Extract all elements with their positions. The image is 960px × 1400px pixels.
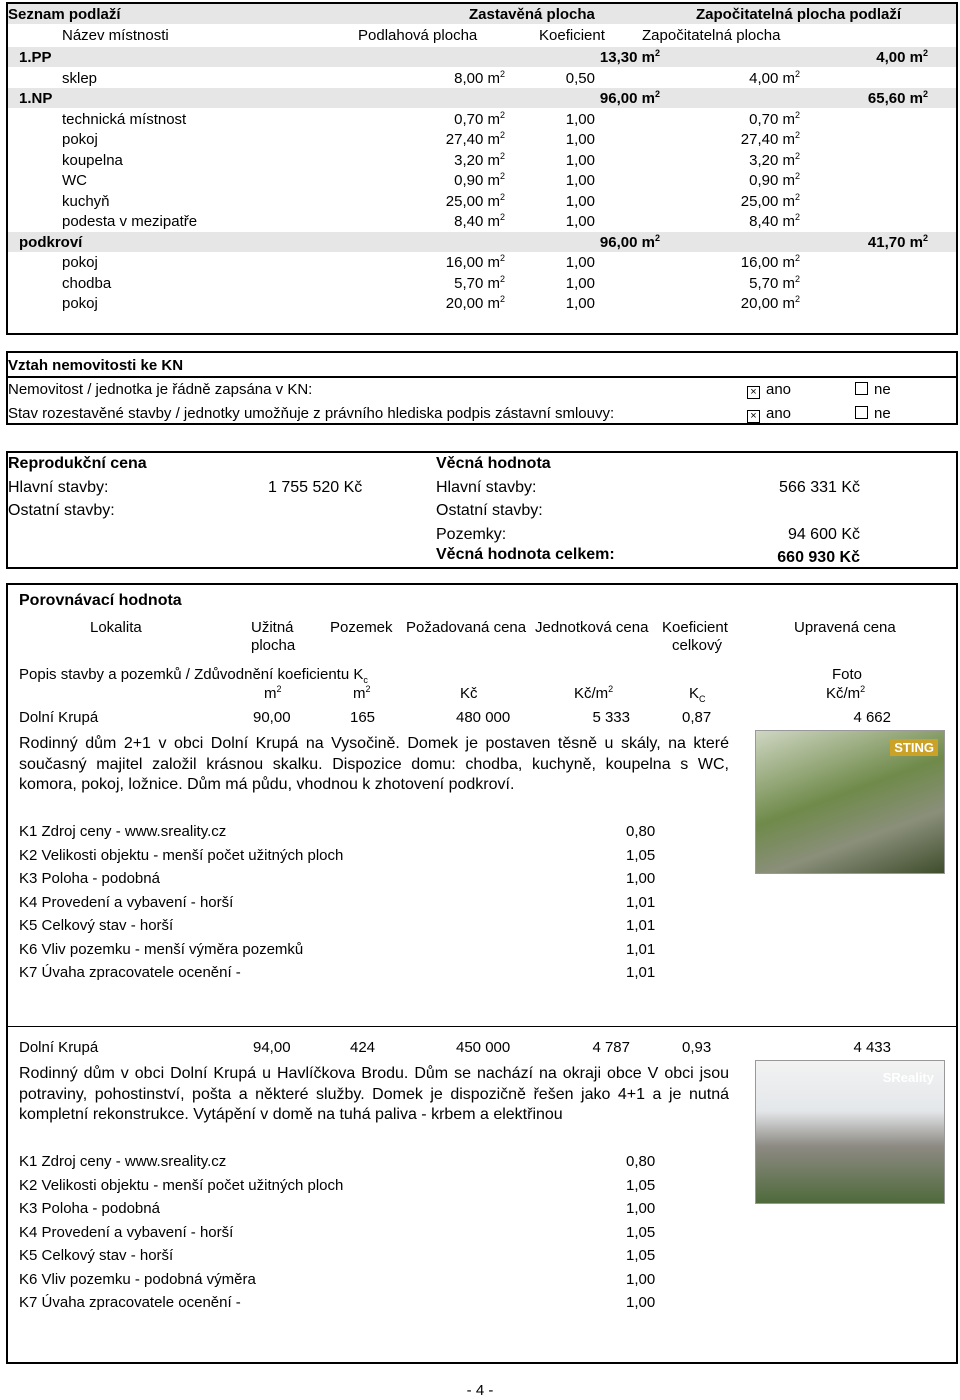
factor-label: K4 Provedení a vybavení - horší bbox=[19, 1223, 234, 1241]
header-lokalita: Lokalita bbox=[90, 619, 142, 636]
comp-jednotkova: 5 333 bbox=[592, 709, 630, 726]
factor-value: 1,00 bbox=[626, 1294, 656, 1311]
room-name: WC bbox=[62, 172, 87, 189]
room-count: 8,40 $m^2$ bbox=[749, 212, 800, 230]
vecna-main-value: 566 331 Kč bbox=[779, 479, 860, 496]
header-uzitna: Užitná bbox=[251, 619, 294, 636]
floor-group-name: 1.PP bbox=[19, 49, 52, 66]
factor-value: 0,80 bbox=[626, 823, 656, 840]
repro-main-label: Hlavní stavby: bbox=[8, 479, 109, 496]
room-name: pokoj bbox=[62, 295, 98, 312]
room-area: 27,40 $m^2$ bbox=[445, 130, 505, 148]
repro-other-label: Ostatní stavby: bbox=[8, 502, 115, 519]
room-count: 4,00 $m^2$ bbox=[749, 68, 800, 87]
factor-value: 1,01 bbox=[626, 917, 656, 934]
room-name: chodba bbox=[62, 274, 112, 292]
vecna-total-value: 660 930 Kč bbox=[777, 549, 860, 566]
comp-koef: 0,87 bbox=[682, 709, 712, 726]
factor-label: K2 Velikosti objektu - menší počet užitných ploch bbox=[19, 846, 344, 864]
checkbox-empty-icon[interactable] bbox=[855, 406, 868, 419]
header-jednotkova: Jednotková cena bbox=[535, 619, 649, 636]
header-popis-text: Popis stavby a pozemků / Zdůvodnění koeficientu K bbox=[19, 666, 364, 683]
room-name: koupelna bbox=[62, 151, 123, 169]
unit-k: $K_C$ bbox=[689, 685, 706, 704]
factor-label: K1 Zdroj ceny - www.sreality.cz bbox=[19, 1153, 227, 1170]
factor-value: 1,05 bbox=[626, 1247, 656, 1264]
floor-group-built: 13,30 $m^2$ bbox=[599, 48, 660, 66]
comp-description: Rodinný dům 2+1 v obci Dolní Krupá na Vysočině. Domek je postaven těsně u skály, na které současný majitel založil krásnou skalku. Dispozice domu: chodba, kuchyně, koupelna s WC, komora, pokoj, ložnice. Dům má půdu, vhodnou k zhotovení podkroví. bbox=[19, 735, 729, 793]
unit-kc: Kč bbox=[460, 685, 478, 702]
room-count: 0,90 $m^2$ bbox=[749, 171, 800, 189]
room-coef: 1,00 bbox=[565, 295, 595, 312]
vecna-main-label: Hlavní stavby: bbox=[436, 479, 537, 496]
room-area: 20,00 $m^2$ bbox=[445, 294, 505, 312]
vecna-other-label: Ostatní stavby: bbox=[436, 502, 543, 519]
floor-group-countable: 65,60 $m^2$ bbox=[867, 89, 928, 107]
factor-label: K3 Poloha - podobná bbox=[19, 870, 160, 887]
room-name: pokoj bbox=[62, 254, 98, 271]
floors-sub-name: Název místnosti bbox=[62, 27, 169, 44]
room-name: pokoj bbox=[62, 131, 98, 148]
vecna-land-label: Pozemky: bbox=[436, 526, 507, 543]
comparison-photo bbox=[755, 1060, 945, 1204]
room-area: 8,00 $m^2$ bbox=[454, 68, 505, 87]
room-count: 3,20 $m^2$ bbox=[749, 150, 800, 169]
kn-q1-no[interactable] bbox=[855, 381, 891, 399]
room-coef: 1,00 bbox=[565, 254, 595, 271]
factor-label: K6 Vliv pozemku - podobná výměra bbox=[19, 1270, 256, 1288]
room-area: 16,00 $m^2$ bbox=[445, 253, 505, 271]
factor-label: K4 Provedení a vybavení - horší bbox=[19, 893, 234, 911]
header-foto: Foto bbox=[832, 666, 863, 683]
kn-title: Vztah nemovitosti ke KN bbox=[8, 357, 184, 374]
unit-kcm-1: $Kč/m^2$ bbox=[574, 684, 614, 702]
factor-label: K2 Velikosti objektu - menší počet užitných ploch bbox=[19, 1176, 344, 1194]
floor-group-name: podkroví bbox=[19, 233, 83, 251]
factor-value: 0,80 bbox=[626, 1153, 656, 1170]
factor-value: 1,05 bbox=[626, 1176, 656, 1194]
checkbox-empty-icon[interactable] bbox=[855, 382, 868, 395]
comp-lokalita: Dolní Krupá bbox=[19, 1039, 99, 1056]
comparison-separator bbox=[6, 1026, 958, 1027]
room-name: technická místnost bbox=[62, 110, 187, 128]
comp-cena: 480 000 bbox=[456, 709, 511, 726]
room-count: 5,70 $m^2$ bbox=[749, 273, 800, 292]
comp-jednotkova: 4 787 bbox=[592, 1039, 630, 1056]
kn-q1-yes-label: ano bbox=[766, 381, 792, 398]
header-upravena: Upravená cena bbox=[794, 619, 896, 636]
kn-q1-yes[interactable] bbox=[747, 381, 791, 399]
header-popis bbox=[19, 666, 368, 684]
comp-pozemek: 165 bbox=[350, 709, 376, 726]
floor-group-name: 1.NP bbox=[19, 90, 53, 107]
photo-watermark: SReality bbox=[882, 1070, 934, 1085]
repro-title: Reprodukční cena bbox=[8, 455, 147, 472]
floors-header-built: Zastavěná plocha bbox=[469, 6, 595, 23]
photo-watermark: STING bbox=[890, 739, 938, 756]
comp-uzitna: 94,00 bbox=[253, 1039, 291, 1056]
factor-value: 1,01 bbox=[626, 893, 656, 911]
factor-value: 1,01 bbox=[626, 940, 656, 958]
comp-lokalita: Dolní Krupá bbox=[19, 709, 99, 726]
kn-question-1: Nemovitost / jednotka je řádně zapsána v KN: bbox=[8, 381, 313, 398]
room-area: 0,90 $m^2$ bbox=[454, 171, 505, 189]
floors-sub-coef: Koeficient bbox=[539, 27, 605, 44]
room-coef: 1,00 bbox=[565, 151, 595, 169]
room-coef: 1,00 bbox=[565, 213, 595, 230]
vecna-land-value: 94 600 Kč bbox=[787, 526, 860, 543]
kn-q2-yes-label: ano bbox=[766, 405, 792, 422]
factor-value: 1,05 bbox=[626, 1223, 656, 1241]
comp-upravena: 4 662 bbox=[853, 709, 891, 726]
room-count: 25,00 $m^2$ bbox=[740, 191, 800, 210]
floor-group-countable: 4,00 $m^2$ bbox=[876, 48, 928, 66]
room-name: kuchyň bbox=[62, 192, 110, 210]
factor-label: K5 Celkový stav - horší bbox=[19, 1247, 174, 1264]
room-count: 27,40 $m^2$ bbox=[740, 130, 800, 148]
floor-group-built: 96,00 $m^2$ bbox=[599, 89, 660, 107]
factor-label: K7 Úvaha zpracovatele ocenění - bbox=[19, 1294, 241, 1311]
kn-q1-no-label: ne bbox=[874, 381, 891, 398]
floor-group-countable: 41,70 $m^2$ bbox=[867, 232, 928, 251]
header-celkovy: celkový bbox=[672, 637, 723, 654]
vecna-total-label: Věcná hodnota celkem: bbox=[436, 546, 615, 563]
header-popis-sub: c bbox=[363, 675, 368, 685]
header-koef: Koeficient bbox=[662, 619, 728, 636]
comp-description: Rodinný dům v obci Dolní Krupá u Havlíčkova Brodu. Dům se nachází na okraji obce V obci jsou potraviny, pohostinství, pošta a některé služby. Domek je dispozičně řešen jako 4+1 a je nutná kompletní rekonstrukce. Vytápění v domě na tuhá paliva - krbem a elektřinou bbox=[19, 1065, 729, 1123]
kn-question-2: Stav rozestavěné stavby / jednotky umožňuje z právního hlediska podpis zástavní smlouvy: bbox=[8, 405, 615, 422]
kn-title-line bbox=[6, 376, 958, 378]
floors-sub-count: Započitatelná plocha bbox=[642, 27, 781, 44]
room-area: 3,20 $m^2$ bbox=[454, 150, 505, 169]
room-count: 16,00 $m^2$ bbox=[740, 253, 800, 271]
header-pozemek: Pozemek bbox=[330, 619, 393, 636]
room-count: 20,00 $m^2$ bbox=[740, 294, 800, 312]
room-coef: 1,00 bbox=[565, 131, 595, 148]
checkbox-checked-icon[interactable]: × bbox=[747, 386, 760, 399]
vecna-title: Věcná hodnota bbox=[436, 455, 551, 472]
checkbox-checked-icon[interactable]: × bbox=[747, 410, 760, 423]
room-coef: 1,00 bbox=[565, 110, 595, 128]
factor-label: K1 Zdroj ceny - www.sreality.cz bbox=[19, 823, 227, 840]
room-coef: 0,50 bbox=[565, 69, 595, 87]
floors-title: Seznam podlaží bbox=[8, 6, 121, 23]
floors-sub-floor: Podlahová plocha bbox=[358, 27, 478, 44]
room-coef: 1,00 bbox=[565, 274, 595, 292]
factor-label: K5 Celkový stav - horší bbox=[19, 917, 174, 934]
comp-koef: 0,93 bbox=[682, 1039, 712, 1056]
room-coef: 1,00 bbox=[565, 172, 595, 189]
unit-m-pozemek: $m^2$ bbox=[353, 684, 371, 702]
factor-value: 1,00 bbox=[626, 1270, 656, 1288]
room-name: podesta v mezipatře bbox=[62, 213, 198, 230]
kn-q2-no-label: ne bbox=[874, 405, 891, 422]
comparison-photo bbox=[755, 730, 945, 874]
floors-header-countable: Započitatelná plocha podlaží bbox=[696, 6, 902, 23]
room-area: 25,00 $m^2$ bbox=[445, 191, 505, 210]
repro-main-value: 1 755 520 Kč bbox=[268, 479, 363, 496]
floor-group-built: 96,00 $m^2$ bbox=[599, 232, 660, 251]
page-number: - 4 - bbox=[466, 1382, 494, 1399]
factor-value: 1,01 bbox=[626, 964, 656, 981]
room-area: 5,70 $m^2$ bbox=[454, 273, 505, 292]
header-plocha: plocha bbox=[251, 637, 296, 654]
header-pozadovana: Požadovaná cena bbox=[406, 619, 527, 636]
comp-upravena: 4 433 bbox=[853, 1039, 891, 1056]
room-area: 0,70 $m^2$ bbox=[454, 109, 505, 128]
factor-value: 1,05 bbox=[626, 846, 656, 864]
kn-q2-yes[interactable] bbox=[747, 405, 791, 423]
factor-value: 1,00 bbox=[626, 1200, 656, 1217]
comp-cena: 450 000 bbox=[456, 1039, 511, 1056]
factor-label: K7 Úvaha zpracovatele ocenění - bbox=[19, 964, 241, 981]
room-count: 0,70 $m^2$ bbox=[749, 109, 800, 128]
factor-label: K6 Vliv pozemku - menší výměra pozemků bbox=[19, 940, 304, 958]
unit-kcm-2: $Kč/m^2$ bbox=[826, 684, 866, 702]
kn-q2-no[interactable] bbox=[855, 405, 891, 423]
factor-label: K3 Poloha - podobná bbox=[19, 1200, 160, 1217]
factor-value: 1,00 bbox=[626, 870, 656, 887]
comp-pozemek: 424 bbox=[350, 1039, 376, 1056]
room-area: 8,40 $m^2$ bbox=[454, 212, 505, 230]
comp-uzitna: 90,00 bbox=[253, 709, 291, 726]
room-name: sklep bbox=[62, 69, 98, 87]
room-coef: 1,00 bbox=[565, 192, 595, 210]
comparison-title: Porovnávací hodnota bbox=[19, 592, 182, 609]
unit-m-uzitna: $m^2$ bbox=[264, 684, 282, 702]
